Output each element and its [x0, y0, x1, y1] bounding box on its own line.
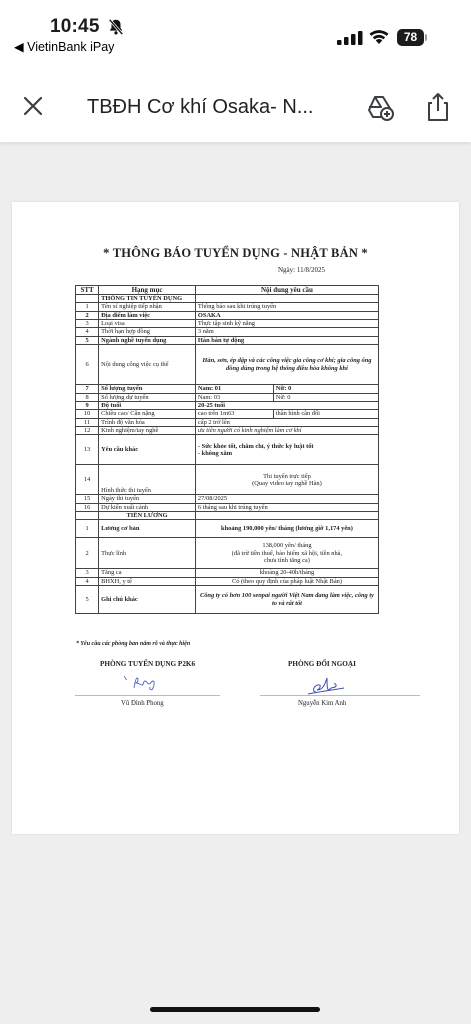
footer-note: * Yêu cầu các phòng ban nắm rõ và thực hiện — [76, 641, 191, 647]
back-to-app-link[interactable]: ◀ VietinBank iPay — [14, 40, 115, 54]
row-stt: 1 — [76, 303, 99, 311]
row-value: 27/08/2025 — [195, 495, 378, 503]
table-row — [76, 336, 379, 344]
row-stt: 5 — [76, 586, 99, 614]
row-stt: 14 — [76, 465, 99, 495]
battery-icon — [397, 29, 429, 46]
row-value: khoảng 190,000 yên/ tháng (lương giờ 1,174 yên) — [195, 520, 378, 538]
signature-right-name: Nguyễn Kim Anh — [298, 700, 347, 707]
signal-icon — [337, 31, 363, 45]
row-value-body: thân hình cân đối — [273, 410, 378, 418]
row-value: khoảng 20-40h/tháng — [195, 569, 378, 577]
signature-right-dept: PHÒNG ĐỐI NGOẠI — [288, 660, 356, 668]
document-date: Ngày: 11/8/2025 — [278, 266, 325, 274]
row-value: Thông báo sau khi trúng tuyển — [195, 303, 378, 311]
table-row — [76, 465, 379, 495]
row-stt: 3 — [76, 320, 99, 328]
row-label: Địa điểm làm việc — [99, 311, 196, 319]
table-row — [76, 577, 379, 585]
table-row — [76, 328, 379, 336]
row-label: Tên xí nghiệp tiếp nhận — [99, 303, 196, 311]
signature-left-name: Vũ Đình Phong — [121, 700, 164, 707]
table-row — [76, 393, 379, 401]
row-stt: 15 — [76, 495, 99, 503]
row-value-female: Nữ: 0 — [273, 393, 378, 401]
header-content: Nội dung yêu cầu — [195, 286, 378, 295]
row-value: Thực tập sinh kỹ năng — [195, 320, 378, 328]
row-stt: 12 — [76, 427, 99, 435]
row-stt: 4 — [76, 577, 99, 585]
signature-left-dept: PHÒNG TUYỂN DỤNG P2K6 — [100, 660, 196, 668]
row-stt: 1 — [76, 520, 99, 538]
row-stt: 8 — [76, 393, 99, 401]
row-label: Số lượng tuyển — [99, 385, 196, 393]
row-label: Trình độ văn hóa — [99, 418, 196, 426]
row-label: Ngành nghề tuyển dụng — [99, 336, 196, 344]
table-row — [76, 410, 379, 418]
section-row — [76, 295, 379, 303]
row-value-female: Nữ: 0 — [273, 385, 378, 393]
row-label: Hình thức thi tuyển — [99, 465, 196, 495]
row-label: Yêu cầu khác — [99, 435, 196, 465]
row-stt: 2 — [76, 311, 99, 319]
row-label: Tăng ca — [99, 569, 196, 577]
row-value: Công ty có hơn 100 senpai người Việt Nam đang làm việc, công ty to và rất tốt — [195, 586, 378, 614]
table-row — [76, 538, 379, 569]
row-label: Thực lĩnh — [99, 538, 196, 569]
row-value: Hàn, sơn, ép dập và các công việc gia công cơ khí; gia công ống đồng dùng trong hệ thống điều hòa không khí — [195, 345, 378, 385]
table-row — [76, 569, 379, 577]
row-value: Có (theo quy định của pháp luật Nhật Bản) — [195, 577, 378, 585]
table-row — [76, 303, 379, 311]
viewer-toolbar — [0, 62, 471, 142]
table-row — [76, 401, 379, 409]
signature-left-line — [75, 695, 220, 696]
add-to-drive-icon[interactable] — [366, 93, 394, 121]
row-value: cấp 2 trở lên — [195, 418, 378, 426]
row-label: Loại visa — [99, 320, 196, 328]
row-value — [195, 465, 378, 495]
row-value-line: (đã trừ tiền thuế, bảo hiểm xã hội, tiền nhà, — [231, 549, 343, 557]
signature-left-image — [120, 672, 168, 694]
job-info-table — [75, 285, 379, 614]
table-row — [76, 586, 379, 614]
table-row — [76, 520, 379, 538]
row-label: Ghi chú khác — [99, 586, 196, 614]
section-row — [76, 512, 379, 520]
row-value-line: - không xăm — [197, 449, 233, 457]
section-salary-label: TIỀN LƯƠNG — [99, 512, 196, 520]
row-stt: 4 — [76, 328, 99, 336]
document-page — [12, 202, 459, 834]
table-row — [76, 311, 379, 319]
status-time: 10:45 — [50, 16, 100, 37]
document-title: * THÔNG BÁO TUYỂN DỤNG - NHẬT BẢN * — [103, 246, 368, 260]
table-row — [76, 495, 379, 503]
row-value: 6 tháng sau khi trúng tuyển — [195, 503, 378, 511]
row-stt: 6 — [76, 345, 99, 385]
section-info-label: THÔNG TIN TUYỂN DỤNG — [99, 295, 196, 303]
row-value-male: Nam: 01 — [195, 385, 273, 393]
row-stt: 9 — [76, 401, 99, 409]
row-label: BHXH, y tế — [99, 577, 196, 585]
header-item: Hạng mục — [99, 286, 196, 295]
row-label: Chiều cao/ Cân nặng — [99, 410, 196, 418]
row-stt: 3 — [76, 569, 99, 577]
table-row — [76, 503, 379, 511]
row-stt: 7 — [76, 385, 99, 393]
wifi-icon — [368, 28, 390, 45]
row-value: 3 năm — [195, 328, 378, 336]
signature-right-line — [260, 695, 420, 696]
row-stt: 2 — [76, 538, 99, 569]
row-stt: 16 — [76, 503, 99, 511]
battery-tip — [425, 34, 427, 41]
row-label: Thời hạn hợp đồng — [99, 328, 196, 336]
row-value-male: Nam: 03 — [195, 393, 273, 401]
row-label: Dự kiến xuất cảnh — [99, 503, 196, 511]
row-value — [195, 538, 378, 569]
row-value: Hàn bán tự động — [195, 336, 378, 344]
row-value-line: Thi tuyển trực tiếp — [263, 472, 311, 480]
row-value: 20-25 tuổi — [195, 401, 378, 409]
row-label: Nội dung công việc cụ thể — [99, 345, 196, 385]
row-value: ưu tiên người có kinh nghiệm làm cơ khí — [195, 427, 378, 435]
table-row — [76, 345, 379, 385]
row-stt: 11 — [76, 418, 99, 426]
row-label: Số lượng dự tuyển — [99, 393, 196, 401]
bell-slash-icon — [107, 18, 125, 36]
row-label: Ngày thi tuyển — [99, 495, 196, 503]
table-header-row — [76, 286, 379, 295]
table-row — [76, 427, 379, 435]
row-value-line: chưa tính tăng ca) — [264, 557, 310, 565]
row-label: Độ tuổi — [99, 401, 196, 409]
table-row — [76, 435, 379, 465]
share-icon[interactable] — [426, 92, 450, 122]
close-icon[interactable] — [22, 95, 44, 117]
row-value-line: 138,000 yên/ tháng — [262, 542, 312, 550]
row-stt: 5 — [76, 336, 99, 344]
row-stt: 10 — [76, 410, 99, 418]
table-row — [76, 320, 379, 328]
row-value: OSAKA — [195, 311, 378, 319]
row-value-line: (Quay video tay nghề Hàn) — [252, 479, 322, 487]
row-value — [195, 435, 378, 465]
header-stt: STT — [76, 286, 99, 295]
status-bar — [0, 0, 471, 62]
row-label: Kinh nghiệm/tay nghề — [99, 427, 196, 435]
row-stt: 13 — [76, 435, 99, 465]
battery-level: 78 — [397, 29, 424, 46]
file-title: TBĐH Cơ khí Osaka- N... — [87, 96, 314, 118]
home-indicator[interactable] — [150, 1007, 320, 1012]
row-value-height: cao trên 1m63 — [195, 410, 273, 418]
row-label: Lương cơ bản — [99, 520, 196, 538]
row-value-line: - Sức khỏe tốt, chăm chỉ, ý thức kỷ luật tốt — [197, 442, 314, 450]
table-row — [76, 418, 379, 426]
table-row — [76, 385, 379, 393]
